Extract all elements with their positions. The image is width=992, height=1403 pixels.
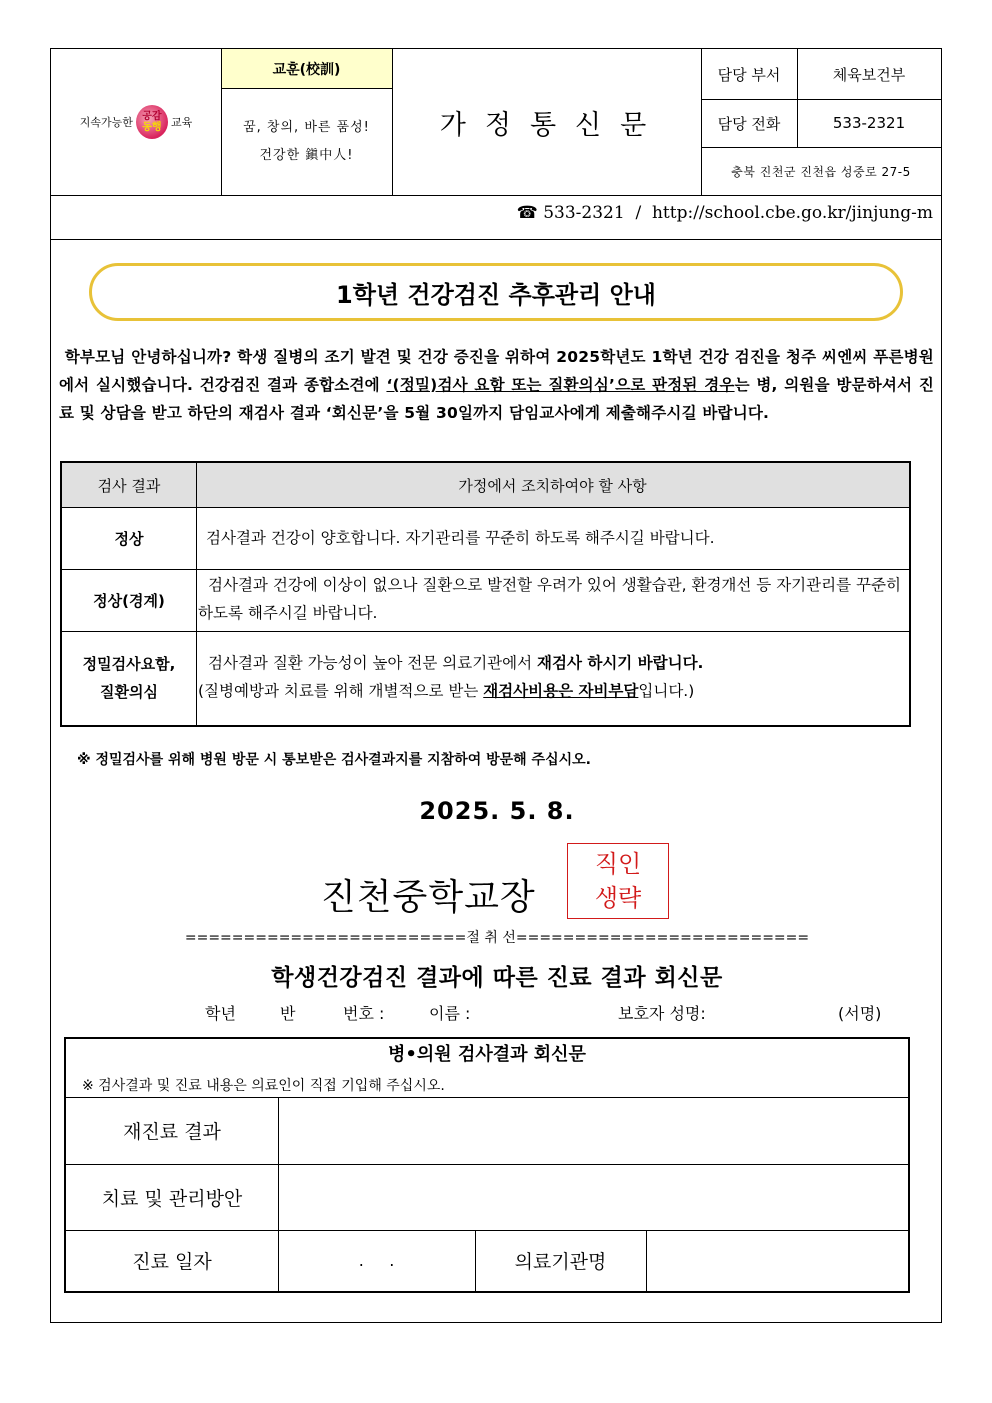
number-label: 번호 :: [343, 1004, 385, 1023]
divider: [62, 569, 909, 570]
contact-line: ☎ 533-2321 / http://school.cbe.go.kr/jinjung-m: [516, 203, 933, 223]
action-normal: 검사결과 건강이 양호합니다. 자기관리를 꾸준히 하도록 해주시길 바랍니다.: [206, 529, 715, 547]
school-motto: [221, 88, 392, 195]
logo-text-left: 지속가능한: [79, 116, 133, 129]
header-result: 검사 결과: [97, 476, 161, 495]
header-action: 가정에서 조치하여야 할 사항: [458, 476, 647, 495]
visit-note: ※ 정밀검사를 위해 병원 방문 시 통보받은 검사결과지를 지참하여 방문해 주십시오.: [77, 752, 591, 768]
official-seal: 직인 생략: [567, 843, 669, 919]
phone-value: 533-2321: [832, 114, 906, 132]
divider: [797, 49, 798, 147]
divider: [66, 1230, 908, 1231]
divider: [701, 99, 941, 100]
institution-label: 의료기관명: [514, 1251, 607, 1273]
divider: [221, 88, 392, 89]
guardian-label: 보호자 성명:: [618, 1004, 706, 1023]
logo-text-right: 교육: [170, 116, 193, 129]
divider: [278, 1097, 279, 1291]
divider: [646, 1230, 647, 1291]
intro-paragraph: 학부모님 안녕하십니까? 학생 질병의 조기 발견 및 건강 증진을 위하여 2025학년도 1학년 건강 검진을 청주 씨엔씨 푸른병원에서 실시했습니다. 건강검진 결과 종합소견에 ‘(정밀)검사 요함 또는 질환의심’으로 판정된 경우는 병, 의원을 방문하셔서 진료 및 상담을 받고 하단의 재검사 결과 ‘회신문’을 5월 30일까지 담임교사에게 제출해주시길 바랍니다.: [59, 348, 935, 422]
results-table: [60, 461, 911, 727]
divider: [196, 463, 197, 725]
divider: [62, 507, 909, 508]
visit-date-label: 진료 일자: [132, 1251, 212, 1273]
reply-table-title: 병•의원 검사결과 회신문: [388, 1044, 586, 1065]
divider: [62, 631, 909, 632]
name-label: 이름 :: [429, 1004, 471, 1023]
divider: [221, 49, 222, 195]
divider: [66, 1097, 908, 1098]
reply-form-title: 학생건강검진 결과에 따른 진료 결과 회신문: [271, 965, 723, 991]
motto-line-2: 건강한 鎭中人!: [259, 147, 354, 163]
divider: [51, 239, 941, 240]
logo-mark-icon: 공감 동행: [136, 105, 168, 139]
grade-label: 학년: [205, 1004, 236, 1023]
principal-name: 진천중학교장: [321, 877, 536, 918]
intro-underlined: ‘(정밀)검사 요함 또는 질환의심’으로 판정된 경우: [386, 376, 735, 394]
divider: [941, 49, 942, 147]
school-address: 충북 진천군 진천읍 성중로 27-5: [731, 164, 911, 179]
recheck-result-field[interactable]: [278, 1097, 908, 1164]
issue-date: 2025. 5. 8.: [419, 797, 575, 825]
school-logo: [51, 49, 221, 195]
notice-title: 1학년 건강검진 추후관리 안내: [89, 263, 903, 321]
result-normal: 정상: [114, 529, 144, 548]
action-borderline: 검사결과 건강에 이상이 없으나 질환으로 발전할 우려가 있어 생활습관, 환경개선 등 자기관리를 꾸준히 하도록 해주시길 바랍니다.: [198, 576, 901, 622]
divider: [66, 1164, 908, 1165]
divider: [392, 49, 393, 195]
divider: [701, 49, 702, 195]
treatment-plan-label: 치료 및 관리방안: [101, 1187, 243, 1210]
motto-label: 교훈(校訓): [221, 49, 392, 88]
class-label: 반: [280, 1004, 296, 1023]
reply-table-note: ※ 검사결과 및 진료 내용은 의료인이 직접 기입해 주십시오.: [82, 1078, 445, 1094]
divider: [475, 1230, 476, 1291]
action-suspected: 검사결과 질환 가능성이 높아 전문 의료기관에서 재검사 하시기 바랍니다. (질병예방과 치료를 위해 개별적으로 받는 재검사비용은 자비부담입니다.): [198, 654, 704, 700]
document-page: [50, 48, 942, 1323]
dept-label: 담당 부서: [717, 65, 781, 84]
cut-line: ========================절 취 선=========================: [184, 930, 810, 946]
result-borderline: 정상(경계): [93, 591, 165, 610]
treatment-plan-field[interactable]: [278, 1164, 908, 1230]
recheck-result-label: 재진료 결과: [123, 1121, 221, 1143]
phone-label: 담당 전화: [717, 114, 781, 133]
visit-date-field[interactable]: . .: [358, 1251, 395, 1270]
reply-table: [64, 1037, 910, 1293]
motto-line-1: 꿈, 창의, 바른 품성!: [243, 119, 370, 135]
institution-field[interactable]: [646, 1230, 908, 1291]
document-title: 가정통신문: [439, 109, 666, 141]
divider: [701, 147, 941, 148]
divider: [51, 195, 941, 196]
signature-label: (서명): [838, 1004, 882, 1023]
result-suspected: 정밀검사요함, 질환의심: [82, 655, 176, 701]
dept-value: 체육보건부: [832, 65, 906, 84]
